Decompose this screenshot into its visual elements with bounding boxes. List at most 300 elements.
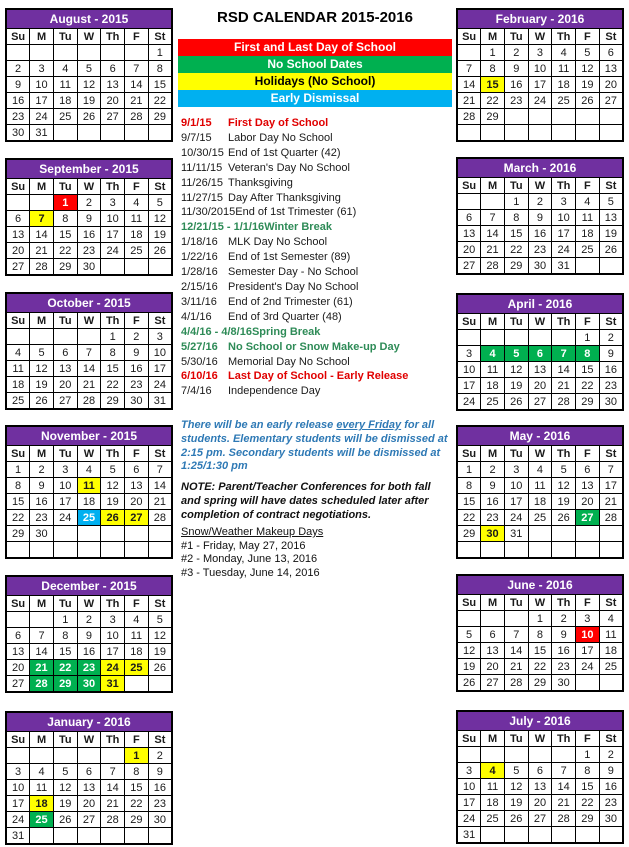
day-cell: 3 [457,763,481,779]
day-cell: 3 [528,45,552,61]
day-cell: 2 [77,612,101,628]
day-cell: 16 [30,494,54,510]
month-title: October - 2015 [6,293,172,313]
day-cell: 25 [481,394,505,411]
weekday-header: Th [552,314,576,330]
event-row [181,325,453,340]
empty-cell [53,748,77,764]
day-cell: 24 [504,510,528,526]
day-cell: 22 [576,795,600,811]
day-cell: 18 [77,494,101,510]
day-cell: 10 [30,77,54,93]
day-cell: 25 [6,393,30,410]
day-cell: 11 [30,780,54,796]
day-cell: 27 [6,676,30,693]
event-date: 5/30/16 [181,355,218,368]
event-description: End of 1st Quarter (42) [228,146,341,159]
weekday-header: Tu [53,313,77,329]
legend-early-dismissal: Early Dismissal [178,90,452,107]
day-cell: 6 [457,210,481,226]
weekday-header: W [77,179,101,195]
day-cell: 12 [53,780,77,796]
weekday-header: W [77,313,101,329]
calendar-table-april-2016 [456,293,624,411]
day-cell: 3 [552,194,576,210]
day-cell: 5 [504,763,528,779]
day-cell: 9 [481,478,505,494]
day-cell: 22 [504,242,528,258]
day-cell: 30 [125,393,149,410]
day-cell: 21 [552,378,576,394]
day-cell: 1 [101,329,125,345]
day-cell: 21 [30,243,54,259]
weekday-header: F [576,314,600,330]
day-cell: 14 [30,644,54,660]
weekday-header: W [528,178,552,194]
day-cell: 4 [30,764,54,780]
calendar-table-november-2015 [5,425,173,559]
weekday-header: Tu [504,446,528,462]
empty-cell [30,195,54,211]
makeup-list [181,540,453,581]
calendar-table-january-2016 [5,711,173,845]
calendar-table-september-2015 [5,158,173,276]
contract-note: NOTE: Parent/Teacher Conferences for both fall and spring will have dates scheduled later after completion of contract negotiations. [181,481,431,521]
event-date: 1/28/16 [181,266,218,279]
day-cell: 21 [481,242,505,258]
day-cell: 14 [504,643,528,659]
weekday-header: M [481,314,505,330]
day-cell: 30 [77,259,101,276]
day-cell: 22 [481,93,505,109]
empty-cell [528,827,552,844]
event-row [181,310,453,325]
month-title: August - 2015 [6,9,172,29]
weekday-header: St [148,446,172,462]
day-cell: 1 [576,747,600,763]
calendar-april-2016 [456,293,624,411]
day-cell: 14 [552,779,576,795]
weekday-header: Th [101,29,125,45]
empty-cell [101,542,125,559]
day-cell: 18 [481,795,505,811]
day-cell: 18 [53,93,77,109]
empty-cell [552,747,576,763]
day-cell: 17 [528,77,552,93]
empty-cell [148,676,172,693]
day-cell: 25 [125,660,149,676]
weekday-header: Su [457,178,481,194]
makeup-section [181,526,453,580]
day-cell: 1 [481,45,505,61]
empty-cell [30,748,54,764]
day-cell: 17 [6,796,30,812]
day-cell: 10 [101,628,125,644]
day-cell: 11 [125,628,149,644]
makeup-item: #3 - Tuesday, June 14, 2016 [181,566,320,579]
empty-cell [504,747,528,763]
day-cell: 7 [552,763,576,779]
day-cell: 28 [552,811,576,827]
empty-cell [53,828,77,845]
event-row [181,131,453,146]
day-cell: 29 [576,811,600,827]
day-cell: 27 [6,259,30,276]
day-cell: 6 [528,346,552,362]
day-cell: 16 [77,227,101,243]
day-cell: 14 [481,226,505,242]
day-cell: 20 [77,796,101,812]
empty-cell [599,109,623,125]
day-cell: 31 [30,125,54,142]
day-cell: 13 [528,779,552,795]
empty-cell [53,329,77,345]
weekday-header: M [30,179,54,195]
empty-cell [101,45,125,61]
day-cell: 10 [528,61,552,77]
empty-cell [30,542,54,559]
day-cell: 29 [125,812,149,828]
empty-cell [599,542,623,559]
day-cell: 23 [125,377,149,393]
empty-cell [457,747,481,763]
day-cell: 2 [6,61,30,77]
day-cell: 28 [552,394,576,411]
weekday-header: M [481,595,505,611]
day-cell: 3 [504,462,528,478]
day-cell: 20 [528,378,552,394]
day-cell: 30 [30,526,54,542]
day-cell: 29 [504,258,528,275]
empty-cell [504,611,528,627]
day-cell: 8 [53,628,77,644]
weekday-header: St [148,732,172,748]
event-date: 4/4/16 - 4/8/16 [181,325,252,338]
weekday-header: Su [457,314,481,330]
day-cell: 12 [148,628,172,644]
empty-cell [148,542,172,559]
day-cell: 18 [599,643,623,659]
empty-cell [6,45,30,61]
empty-cell [481,611,505,627]
weekday-header: Tu [53,179,77,195]
day-cell: 10 [457,779,481,795]
day-cell: 6 [6,211,30,227]
empty-cell [576,542,600,559]
weekday-header: F [576,595,600,611]
event-row [181,205,453,220]
day-cell: 10 [576,627,600,643]
early-release-note-underline: every Friday [336,419,402,431]
day-cell: 13 [528,362,552,378]
weekday-header: Su [457,731,481,747]
weekday-header: Th [101,596,125,612]
empty-cell [528,526,552,542]
day-cell: 2 [599,330,623,346]
day-cell: 31 [6,828,30,845]
event-description: End of 1st Trimester (61) [235,206,357,219]
calendar-february-2016 [456,8,624,142]
weekday-header: F [125,732,149,748]
day-cell: 3 [30,61,54,77]
empty-cell [481,542,505,559]
day-cell: 26 [504,394,528,411]
weekday-header: Tu [504,178,528,194]
calendar-september-2015 [5,158,173,276]
day-cell: 5 [457,627,481,643]
day-cell: 20 [53,377,77,393]
day-cell: 6 [101,61,125,77]
weekday-header: W [77,732,101,748]
day-cell: 8 [101,345,125,361]
event-row [181,235,453,250]
event-date: 10/30/15 [181,146,224,159]
day-cell: 22 [457,510,481,526]
weekday-header: Su [457,446,481,462]
calendar-table-march-2016 [456,157,624,275]
calendar-may-2016 [456,425,624,559]
weekday-header: Th [101,179,125,195]
day-cell: 23 [77,660,101,676]
empty-cell [528,542,552,559]
event-date: 11/30/2015 [181,206,236,219]
empty-cell [457,542,481,559]
weekday-header: M [30,596,54,612]
day-cell: 4 [552,45,576,61]
event-row [181,355,453,370]
day-cell: 14 [457,77,481,93]
day-cell: 2 [481,462,505,478]
day-cell: 15 [101,361,125,377]
event-date: 9/7/15 [181,131,212,144]
day-cell: 11 [481,779,505,795]
day-cell: 15 [6,494,30,510]
event-row [181,176,453,191]
weekday-header: Su [457,595,481,611]
event-date: 3/11/16 [181,295,217,308]
day-cell: 23 [599,378,623,394]
day-cell: 2 [77,195,101,211]
day-cell: 2 [528,194,552,210]
calendar-table-october-2015 [5,292,173,410]
empty-cell [101,526,125,542]
day-cell: 12 [504,779,528,795]
day-cell: 15 [576,779,600,795]
day-cell: 11 [77,478,101,494]
day-cell: 7 [599,462,623,478]
day-cell: 14 [148,478,172,494]
day-cell: 8 [53,211,77,227]
page-title: RSD CALENDAR 2015-2016 [217,9,413,26]
month-title: September - 2015 [6,159,172,179]
day-cell: 13 [481,643,505,659]
day-cell: 11 [552,61,576,77]
weekday-header: Th [101,446,125,462]
day-cell: 9 [30,478,54,494]
day-cell: 21 [599,494,623,510]
weekday-header: Su [6,313,30,329]
day-cell: 20 [6,660,30,676]
day-cell: 3 [101,612,125,628]
day-cell: 1 [148,45,172,61]
weekday-header: F [125,313,149,329]
weekday-header: Th [552,178,576,194]
day-cell: 8 [6,478,30,494]
empty-cell [6,195,30,211]
event-description: Memorial Day No School [228,355,350,368]
day-cell: 6 [6,628,30,644]
day-cell: 15 [125,780,149,796]
day-cell: 27 [576,510,600,526]
month-title: December - 2015 [6,576,172,596]
day-cell: 23 [504,93,528,109]
empty-cell [552,109,576,125]
day-cell: 19 [552,494,576,510]
empty-cell [77,828,101,845]
day-cell: 13 [6,644,30,660]
weekday-header: Su [6,732,30,748]
day-cell: 19 [599,226,623,242]
day-cell: 1 [457,462,481,478]
empty-cell [77,542,101,559]
empty-cell [552,125,576,142]
day-cell: 5 [30,345,54,361]
day-cell: 25 [481,811,505,827]
day-cell: 13 [53,361,77,377]
day-cell: 9 [599,763,623,779]
day-cell: 7 [125,61,149,77]
event-date: 5/27/16 [181,340,218,353]
day-cell: 8 [576,346,600,362]
day-cell: 22 [528,659,552,675]
day-cell: 29 [101,393,125,410]
empty-cell [552,542,576,559]
day-cell: 23 [148,796,172,812]
weekday-header: Th [552,595,576,611]
weekday-header: Th [552,731,576,747]
event-description: End of 2nd Trimester (61) [228,295,353,308]
empty-cell [6,748,30,764]
day-cell: 5 [101,462,125,478]
makeup-heading: Snow/Weather Makeup Days [181,526,324,538]
day-cell: 10 [504,478,528,494]
day-cell: 5 [504,346,528,362]
day-cell: 17 [30,93,54,109]
day-cell: 28 [101,812,125,828]
day-cell: 4 [528,462,552,478]
early-release-note [181,419,453,474]
day-cell: 26 [552,510,576,526]
event-description: End of 3rd Quarter (48) [228,310,342,323]
day-cell: 11 [125,211,149,227]
weekday-header: F [576,731,600,747]
day-cell: 26 [148,660,172,676]
day-cell: 22 [101,377,125,393]
calendar-august-2015 [5,8,173,142]
event-row [181,295,453,310]
day-cell: 10 [53,478,77,494]
day-cell: 21 [101,796,125,812]
day-cell: 18 [481,378,505,394]
weekday-header: W [77,596,101,612]
day-cell: 12 [457,643,481,659]
day-cell: 26 [599,242,623,258]
day-cell: 17 [599,478,623,494]
empty-cell [528,109,552,125]
day-cell: 24 [6,812,30,828]
day-cell: 24 [148,377,172,393]
empty-cell [552,330,576,346]
day-cell: 19 [53,796,77,812]
day-cell: 19 [504,795,528,811]
event-list [181,116,453,399]
day-cell: 16 [552,643,576,659]
day-cell: 26 [148,243,172,259]
day-cell: 3 [576,611,600,627]
day-cell: 13 [125,478,149,494]
day-cell: 4 [6,345,30,361]
day-cell: 28 [30,259,54,276]
day-cell: 14 [30,227,54,243]
event-row [181,116,453,131]
day-cell: 28 [30,676,54,693]
calendar-table-july-2016 [456,710,624,844]
day-cell: 24 [528,93,552,109]
day-cell: 31 [552,258,576,275]
empty-cell [457,45,481,61]
day-cell: 24 [101,243,125,259]
day-cell: 9 [125,345,149,361]
day-cell: 29 [481,109,505,125]
empty-cell [457,125,481,142]
empty-cell [457,611,481,627]
weekday-header: W [528,314,552,330]
legend [178,39,452,107]
event-date: 9/1/15 [181,117,212,129]
day-cell: 8 [125,764,149,780]
day-cell: 12 [101,478,125,494]
day-cell: 16 [528,226,552,242]
empty-cell [528,125,552,142]
day-cell: 2 [504,45,528,61]
empty-cell [77,125,101,142]
day-cell: 1 [576,330,600,346]
day-cell: 26 [101,510,125,526]
day-cell: 20 [457,242,481,258]
day-cell: 9 [148,764,172,780]
day-cell: 11 [599,627,623,643]
event-description: Winter Break [264,221,332,234]
day-cell: 23 [6,109,30,125]
weekday-header: Tu [504,29,528,45]
day-cell: 22 [125,796,149,812]
empty-cell [30,612,54,628]
day-cell: 17 [53,494,77,510]
day-cell: 19 [148,227,172,243]
weekday-header: W [528,731,552,747]
day-cell: 30 [599,394,623,411]
day-cell: 5 [599,194,623,210]
day-cell: 15 [53,227,77,243]
day-cell: 30 [599,811,623,827]
day-cell: 17 [457,795,481,811]
day-cell: 6 [125,462,149,478]
event-row [181,220,453,235]
empty-cell [101,828,125,845]
day-cell: 28 [77,393,101,410]
event-date: 7/4/16 [181,385,212,398]
day-cell: 15 [481,77,505,93]
